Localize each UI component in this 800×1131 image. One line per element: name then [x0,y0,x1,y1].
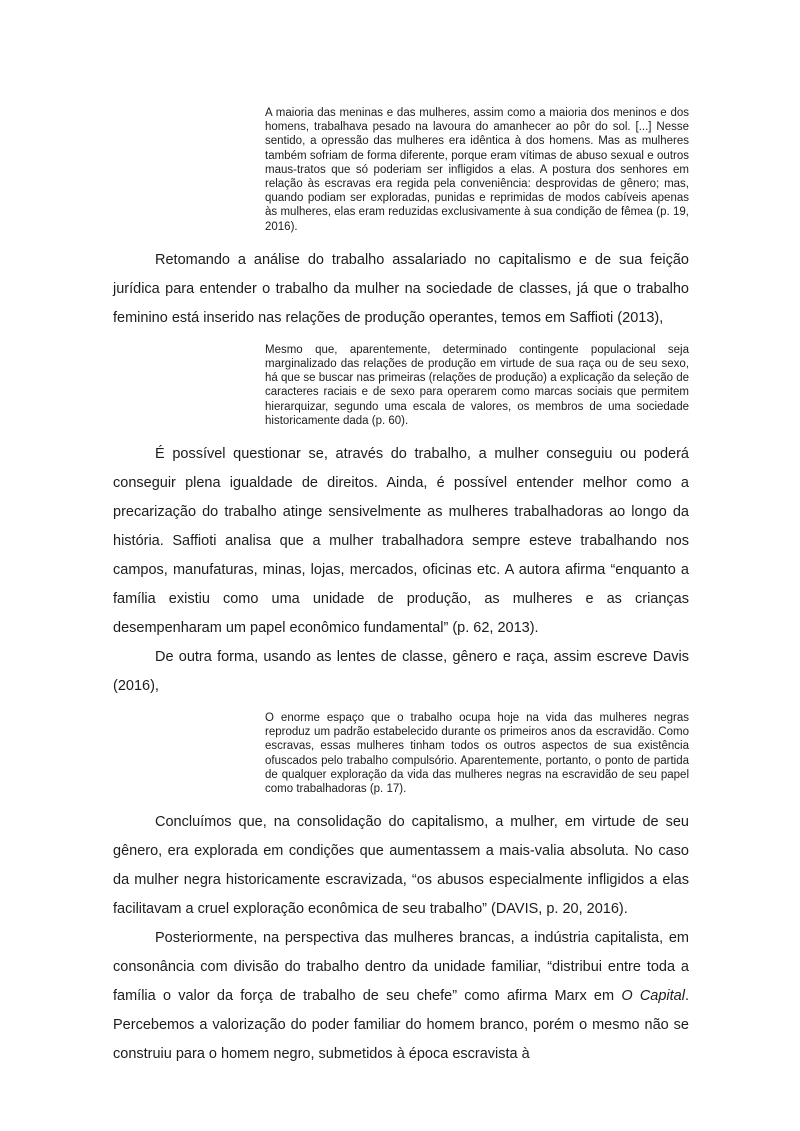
paragraph-5 [113,924,689,1069]
block-quote-3: O enorme espaço que o trabalho ocupa hoje na vida das mulheres negras reproduz um padrão estabelecido durante os primeiros anos da escravidão. Como escravas, essas mulheres tinham todos os outros aspectos de sua existência ofuscados pelo trabalho compulsório. Aparentemente, portanto, o ponto de partida de qualquer exploração da vida das mulheres negras na escravidão de seu papel como trabalhadoras (p. 17). [265,712,689,796]
text-run: . Percebemos a valorização do poder familiar do homem branco, porém o mesmo não se construiu para o homem negro, submetidos à época escravista à [113,988,689,1063]
text-run: Posteriormente, na perspectiva das mulheres brancas, a indústria capitalista, em consonância com divisão do trabalho dentro da unidade familiar, “distribui entre toda a família o valor da força de trabalho de seu chefe” como afirma Marx em [113,930,689,1005]
paragraph-1: Retomando a análise do trabalho assalariado no capitalismo e de sua feição jurídica para entender o trabalho da mulher na sociedade de classes, já que o trabalho feminino está inserido nas relações de produção operantes, temos em Saffioti (2013), [113,251,689,326]
block-quote-1: A maioria das meninas e das mulheres, assim como a maioria dos meninos e dos homens, trabalhava pesado na lavoura do amanhecer ao pôr do sol. [...] Nesse sentido, a opressão das mulheres era idêntica à dos homens. Mas as mulheres também sofriam de forma diferente, porque eram vítimas de abuso sexual e outros maus-tratos que só poderiam ser infligidos a elas. A postura dos senhores em relação às escravas era regida pela conveniência: desprovidas de gênero; mas, quando podiam ser exploradas, punidas e reprimidas de modos cabíveis apenas às mulheres, elas eram reduzidas exclusivamente à sua condição de fêmea (p. 19, 2016). [265,107,689,233]
block-quote-2: Mesmo que, aparentemente, determinado contingente populacional seja marginalizado das relações de produção em virtude de sua raça ou de seu sexo, há que se buscar nas primeiras (relações de produção) a explicação da seleção de caracteres raciais e de sexo para operarem como marcas sociais que permitem hierarquizar, segundo uma escala de valores, os membros de uma sociedade historicamente dada (p. 60). [265,343,689,427]
paragraph-3: De outra forma, usando as lentes de classe, gênero e raça, assim escreve Davis (2016), [113,649,689,695]
text-run-italic-book-title: O Capital [621,988,685,1005]
paragraph-2: É possível questionar se, através do trabalho, a mulher conseguiu ou poderá conseguir plena igualdade de direitos. Ainda, é possível entender melhor como a precarização do trabalho atinge sensivelmente as mulheres trabalhadoras ao longo da história. Saffioti analisa que a mulher trabalhadora sempre esteve trabalhando nos campos, manufaturas, minas, lojas, mercados, oficinas etc. A autora afirma “enquanto a família existiu como uma unidade de produção, as mulheres e as crianças desempenharam um papel econômico fundamental” (p. 62, 2013). [113,446,689,637]
paragraph-4: Concluímos que, na consolidação do capitalismo, a mulher, em virtude de seu gênero, era explorada em condições que aumentassem a mais-valia absoluta. No caso da mulher negra historicamente escravizada, “os abusos especialmente infligidos a elas facilitavam a cruel exploração econômica de seu trabalho” (DAVIS, p. 20, 2016). [113,814,689,918]
